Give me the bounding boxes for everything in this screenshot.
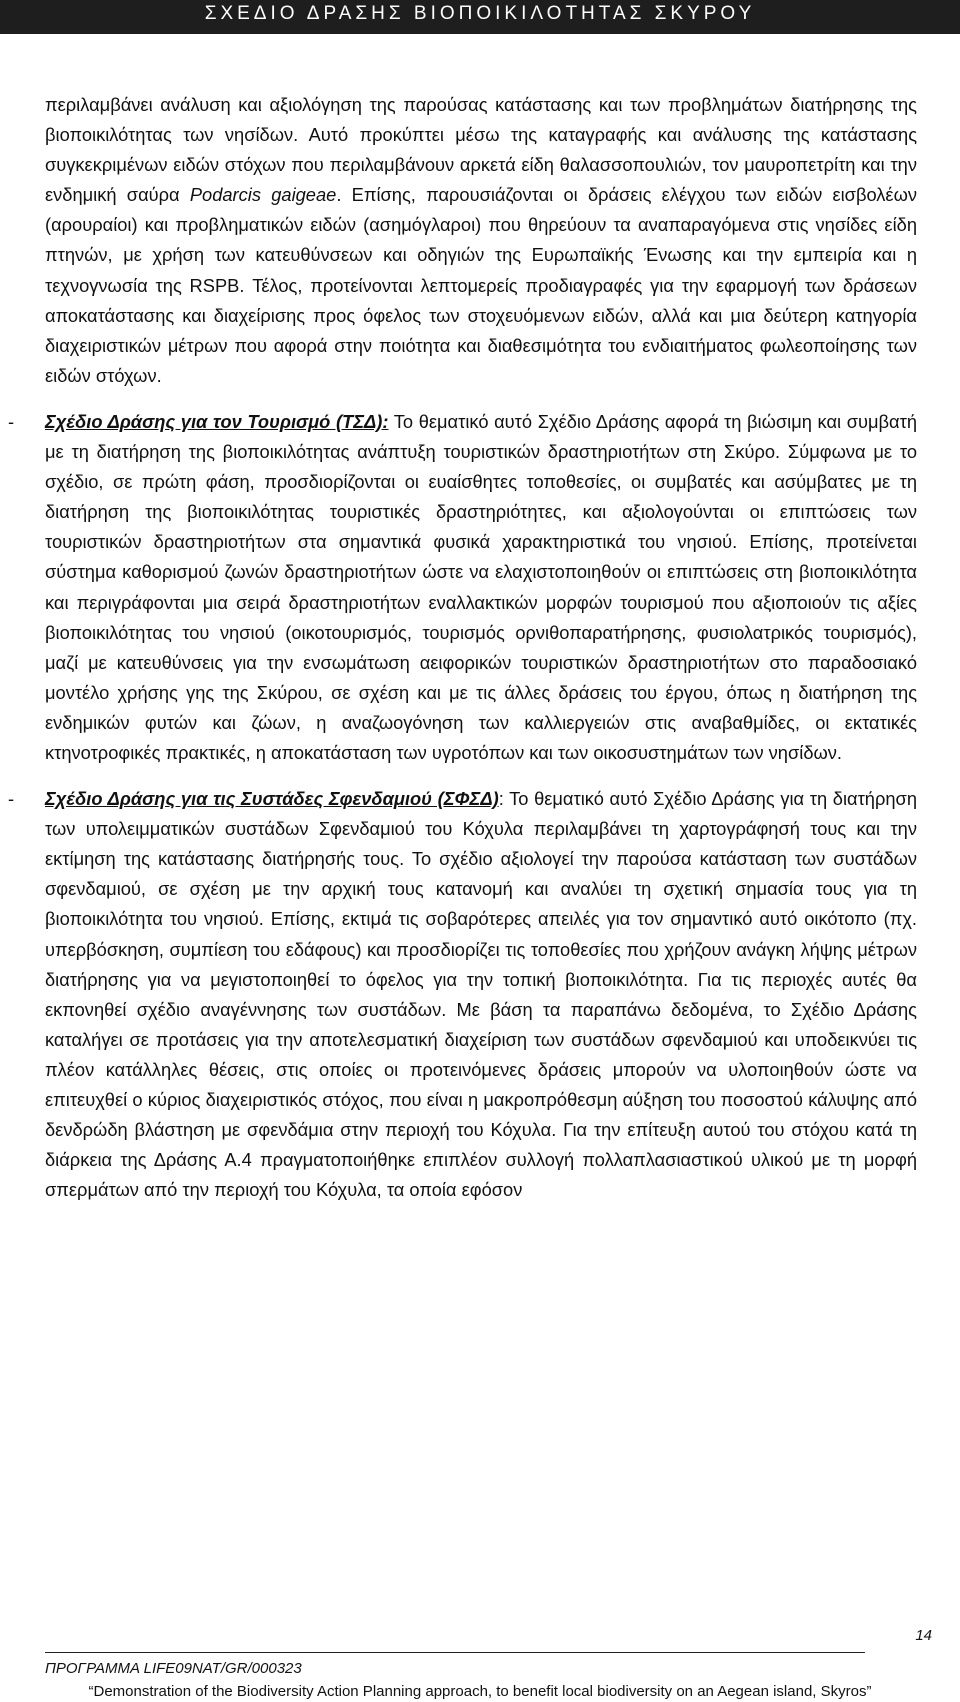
juniper-plan-text: : Το θεματικό αυτό Σχέδιο Δράσης για τη διατήρηση των υπολειμματικών συστάδων Σφενδαμιού του Κόχυλα περιλαμβάνει τη χαρτογράφησή τους και την εκτίμηση της κατάστασης διατήρησής τους. Το σχέδιο αξιολογεί την παρούσα κατάσταση των συστάδων σφενδαμιού, σε σχέση με την αρχική τους κατανομή και αναλύει τη σχετική σημασία τους για τη βιοποικιλότητα του νησιού. Επίσης, εκτιμά τις σοβαρότερες απειλές για τον σημαντικό αυτό οικότοπο (πχ. υπερβόσκηση, συμπίεση του εδάφους) και προσδιορίζει τις τοποθεσίες που χρήζουν ανάγκη λήψης μέτρων διατήρησης για να μεγιστοποιηθεί το όφελος για την τοπική βιοποικιλότητα. Για τις περιοχές αυτές θα εκπονηθεί σχέδιο αναγέννησης των συστάδων. Με βάση τα παραπάνω δεδομένα, το Σχέδιο Δράσης καταλήγει σε προτάσεις για την αποτελεσματική διαχείριση των συστάδων σφενδαμιού και υποδεικνύει τις πλέον κατάλληλες θέσεις, στις οποίες οι προτεινόμενες δράσεις μπορούν να υλοποιηθούν ώστε να επιτευχθεί ο κύριος διαχειριστικός στόχος, που είναι η μακροπρόθεσμη αύξηση του ποσοστού κάλυψης από δενδρώδη βλάστηση με σφενδάμια στην περιοχή του Κόχυλα. Για την επίτευξη αυτού του στόχου κατά τη διάρκεια της Δράσης Α.4 πραγματοποιήθηκε επιπλέον συλλογή πολλαπλασιαστικού υλικού με τη μορφή σπερμάτων από την περιοχή του Κόχυλα, τα οποία εφόσον <box>45 788 917 1201</box>
tourism-plan-title: Σχέδιο Δράσης για τον Τουρισμό (ΤΣΔ): <box>45 410 389 432</box>
tourism-plan-item <box>8 407 917 768</box>
intro-text-before: περιλαμβάνει ανάλυση και αξιολόγηση της παρούσας κατάστασης και των προβλημάτων διατήρησης της βιοποικιλότητας των νησίδων. Αυτό προκύπτει μέσω της καταγραφής και ανάλυσης της κατάστασης συγκεκριμένων ειδών στόχων που περιλαμβάνουν αρκετά είδη θαλασσοπουλιών, τον μαυροπετρίτη και την ενδημική σαύρα <box>45 94 917 206</box>
bullet-dash: - <box>8 788 15 810</box>
intro-text-after: . Επίσης, παρουσιάζονται οι δράσεις ελέγχου των ειδών εισβολέων (αρουραίοι) και προβληματικών ειδών (ασημόγλαροι) που θηρεύουν τα αναπαραγόμενα στις νησίδες είδη πτηνών, με χρήση των κατευθύνσεων και οδηγιών της Ευρωπαϊκής Ένωσης και την εμπειρία και η τεχνογνωσία της RSPB. Τέλος, προτείνονται λεπτομερείς προδιαγραφές για την εφαρμογή των δράσεων αποκατάστασης και διαχείρισης προς όφελος των στοχευόμενων ειδών, αλλά και μια δεύτερη κατηγορία διαχειριστικών μέτρων που αφορά στην ποιότητα και διαθεσιμότητα του ενδιαιτήματος φωλεοποίησης των ειδών στόχων. <box>45 184 917 386</box>
footer-divider <box>45 1652 865 1653</box>
juniper-plan-item <box>8 784 917 1205</box>
footer-program-code: ΠΡΟΓΡΑΜΜΑ LIFE09NAT/GR/000323 <box>45 1660 302 1677</box>
species-name: Podarcis gaigeae <box>189 184 337 206</box>
bullet-dash: - <box>8 410 15 432</box>
document-body <box>8 90 917 1205</box>
page-number: 14 <box>915 1627 932 1644</box>
footer-tagline: “Demonstration of the Biodiversity Action Planning approach, to benefit local biodiversity on an Aegean island, Skyros” <box>88 1683 872 1700</box>
juniper-plan-title: Σχέδιο Δράσης για τις Συστάδες Σφενδαμιού (ΣΦΣΔ) <box>45 788 499 810</box>
page-header-title: ΣΧΕΔΙΟ ΔΡΑΣΗΣ ΒΙΟΠΟΙΚΙΛΟΤΗΤΑΣ ΣΚΥΡΟΥ <box>204 3 756 24</box>
tourism-plan-text: Το θεματικό αυτό Σχέδιο Δράσης αφορά τη βιώσιμη και συμβατή με τη διατήρηση της βιοποικιλότητας ανάπτυξη τουριστικών δραστηριοτήτων στη Σκύρο. Σύμφωνα με το σχέδιο, σε πρώτη φάση, προσδιορίζονται οι ευαίσθητες τοποθεσίες, οι συμβατές και ασύμβατες με τη διατήρηση της βιοποικιλότητας τουριστικές δραστηριότητες, και αξιολογούνται οι επιπτώσεις των τουριστικών δραστηριοτήτων στα σημαντικά φυσικά χαρακτηριστικά του νησιού. Επίσης, προτείνεται σύστημα καθορισμού ζωνών δραστηριοτήτων ώστε να ελαχιστοποιηθούν οι επιπτώσεις στη βιοποικιλότητα και περιγράφονται μια σειρά δραστηριοτήτων εναλλακτικών μορφών τουρισμού που αξιοποιούν τις αξίες βιοποικιλότητας του νησιού (οικοτουρισμός, τουρισμός ορνιθοπαρατήρησης, φυσιολατρικός τουρισμός), μαζί με κατευθύνσεις για την ενσωμάτωση αειφορικών τουριστικών δραστηριοτήτων στο παραδοσιακό μοντέλο χρήσης γης της Σκύρου, σε σχέση και με τις άλλες δράσεις του έργου, όπως η διατήρηση της ενδημικών φυτών και ζώων, η αναζωογόνηση των καλλιεργειών στις αναβαθμίδες, οι εκτατικές κτηνοτροφικές πρακτικές, η αποκατάσταση των υγροτόπων και των οικοσυστημάτων των νησίδων. <box>45 410 917 763</box>
intro-paragraph <box>45 90 917 391</box>
